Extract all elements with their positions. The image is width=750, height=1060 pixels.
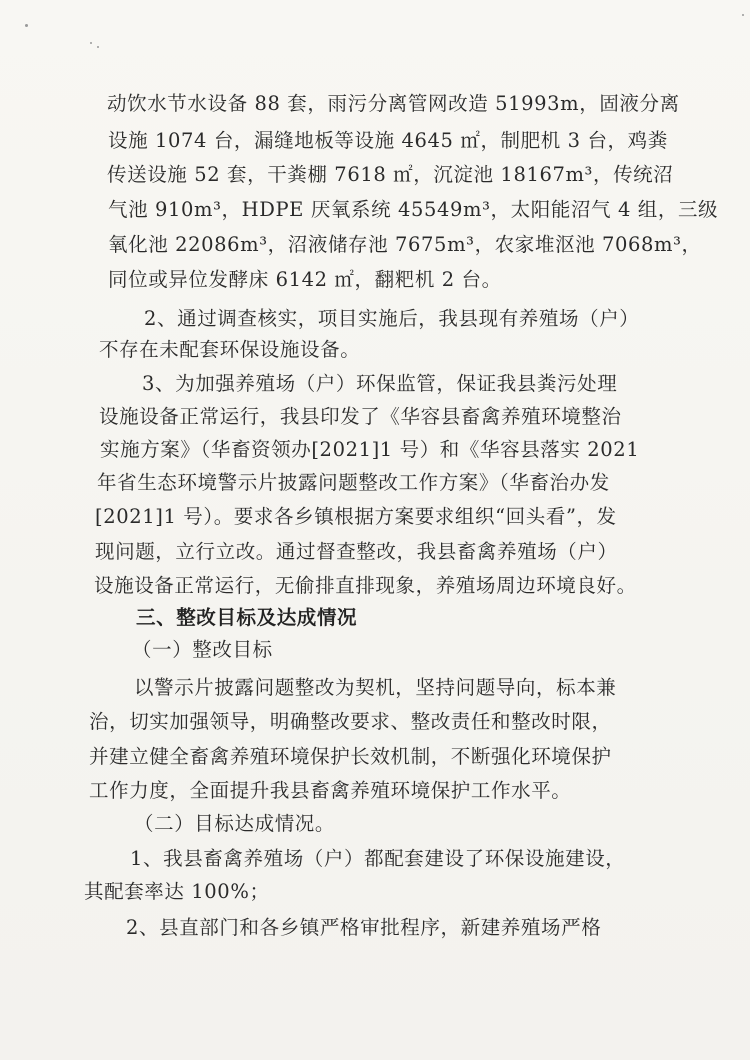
paragraph-line: 2、县直部门和各乡镇严格审批程序，新建养殖场严格 — [126, 916, 602, 939]
paragraph-line: 3、为加强养殖场（户）环保监管，保证我县粪污处理 — [142, 372, 618, 395]
subsection-heading: （一）整改目标 — [132, 638, 273, 661]
paragraph-line: 动饮水节水设备 88 套，雨污分离管网改造 51993m，固液分离 — [107, 92, 680, 115]
paragraph-line: 现问题，立行立改。通过督查整改，我县畜禽养殖场（户） — [95, 540, 618, 563]
scan-speck — [25, 24, 28, 27]
paragraph-line: 实施方案》（华畜资领办[2021]1 号）和《华容县落实 2021 — [100, 438, 640, 461]
subsection-heading: （二）目标达成情况。 — [134, 812, 336, 835]
paragraph-line: 氧化池 22086m³，沼液储存池 7675m³，农家堆沤池 7068m³， — [108, 233, 702, 256]
section-heading: 三、整改目标及达成情况 — [136, 606, 358, 629]
paragraph-line: 设施 1074 台，漏缝地板等设施 4645 ㎡，制肥机 3 台，鸡粪 — [108, 129, 668, 152]
paragraph-line: 设施设备正常运行，无偷排直排现象，养殖场周边环境良好。 — [94, 574, 637, 597]
paragraph-line: 年省生态环境警示片披露问题整改工作方案》（华畜治办发 — [97, 471, 610, 494]
paragraph-line: 气池 910m³，HDPE 厌氧系统 45549m³，太阳能沼气 4 组，三级 — [108, 198, 719, 221]
paragraph-line: 工作力度，全面提升我县畜禽养殖环境保护工作水平。 — [89, 779, 572, 802]
scan-speck — [90, 42, 92, 44]
paragraph-line: 2、通过调查核实，项目实施后，我县现有养殖场（户） — [144, 307, 640, 330]
paragraph-line: [2021]1 号）。要求各乡镇根据方案要求组织“回头看”，发 — [95, 505, 617, 528]
paragraph-line: 传送设施 52 套，干粪棚 7618 ㎡，沉淀池 18167m³，传统沼 — [107, 163, 674, 186]
paragraph-line: 同位或异位发酵床 6142 ㎡，翻粑机 2 台。 — [108, 268, 502, 291]
paragraph-line: 其配套率达 100%； — [84, 880, 270, 903]
paragraph-line: 1、我县畜禽养殖场（户）都配套建设了环保设施建设， — [130, 847, 626, 870]
paragraph-line: 治，切实加强领导，明确整改要求、整改责任和整改时限， — [89, 710, 612, 733]
paragraph-line: 不存在未配套环保设施设备。 — [99, 338, 361, 361]
paragraph-line: 设施设备正常运行，我县印发了《华容县畜禽养殖环境整治 — [99, 405, 622, 428]
scan-speck — [742, 14, 744, 16]
paragraph-line: 以警示片披露问题整改为契机，坚持问题导向，标本兼 — [134, 676, 617, 699]
paragraph-line: 并建立健全畜禽养殖环境保护长效机制，不断强化环境保护 — [89, 745, 612, 768]
scan-speck — [97, 46, 99, 48]
